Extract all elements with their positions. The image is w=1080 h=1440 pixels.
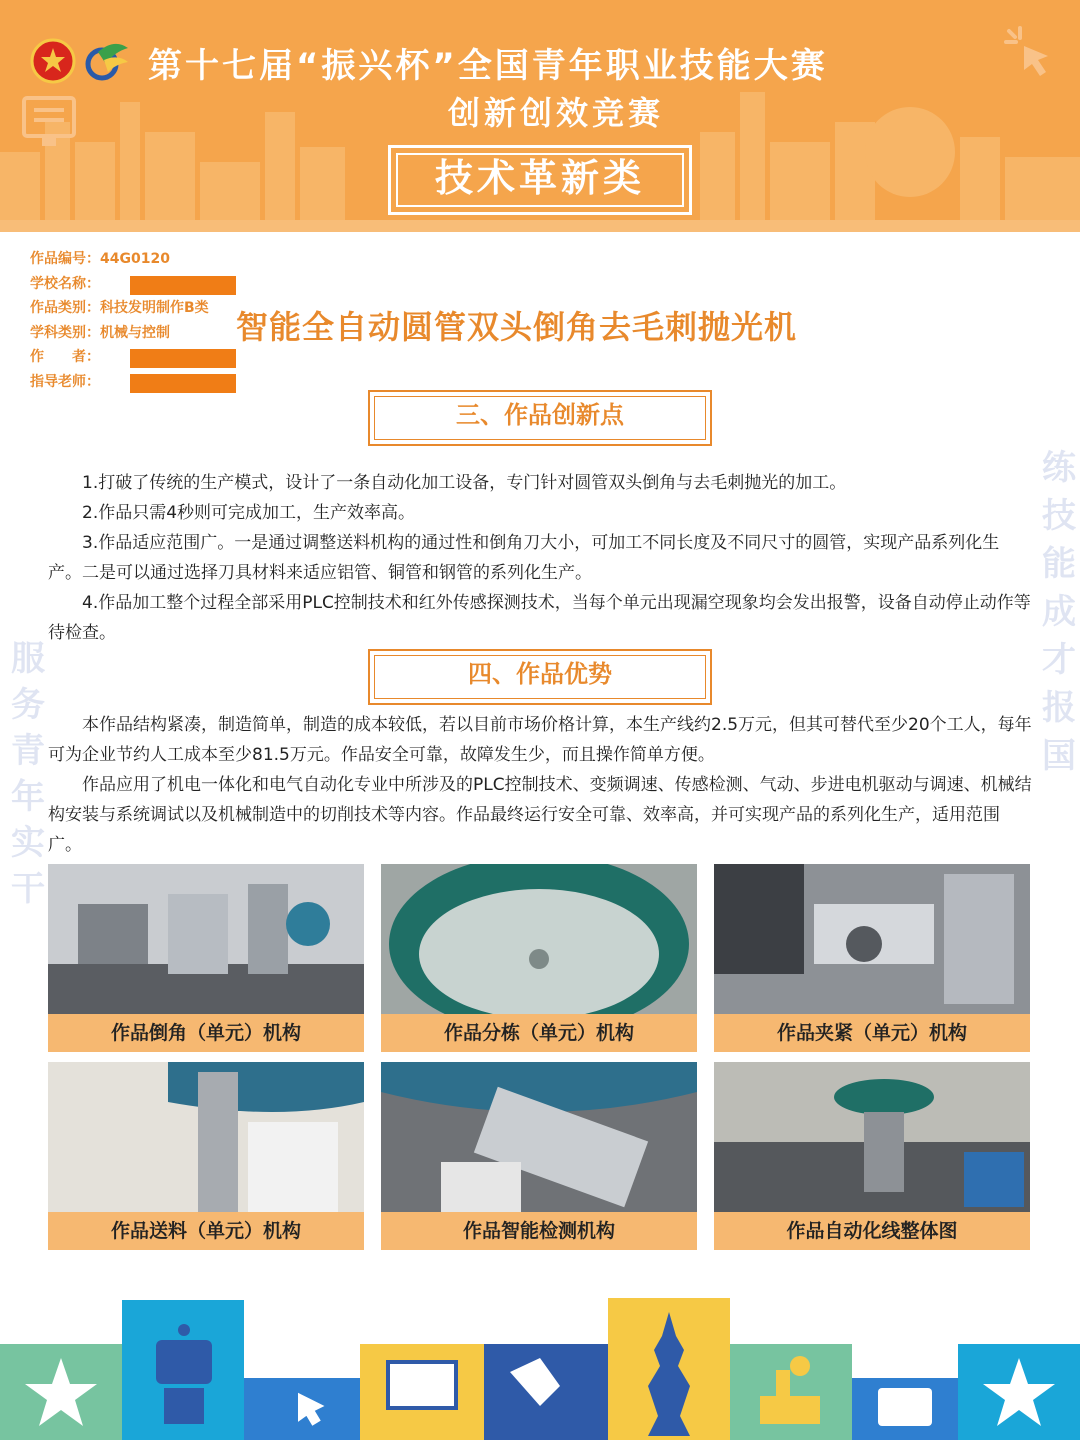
paragraph: 本作品结构紧凑，制造简单，制造的成本较低，若以目前市场价格计算，本生产线约2.5万元，但其可替代至少20个工人，每年可为企业节约人工成本至少81.5万元。作品安全可靠，故障发生少，而且操作简单方便。	[48, 715, 1032, 765]
side-slogan-right: 练技能成才报国	[1042, 448, 1076, 776]
bottom-icon-bar	[0, 1296, 1080, 1440]
machine-photo-placeholder	[381, 864, 697, 1014]
photo-caption: 作品倒角（单元）机构	[48, 1014, 364, 1052]
cursor-click-icon	[1000, 22, 1060, 82]
photo-clamping-unit	[714, 864, 1030, 1052]
author-label: 作 者：	[30, 349, 100, 365]
photo-caption: 作品送料（单元）机构	[48, 1212, 364, 1250]
header-banner	[0, 0, 1080, 232]
photo-sorting-unit	[381, 864, 697, 1052]
paragraph: 3.作品适应范围广。一是通过调整送料机构的通过性和倒角刀大小，可加工不同长度及不同尺寸的圆管，实现产品系列化生产。二是可以通过选择刀具材料来适应铝管、铜管和钢管的系列化生产。	[48, 533, 1000, 583]
photo-detection-unit	[381, 1062, 697, 1250]
redaction-bar	[130, 374, 236, 393]
work-number	[30, 248, 240, 273]
redaction-bar	[130, 276, 236, 295]
work-title: 智能全自动圆管双头倒角去毛刺抛光机	[236, 308, 798, 346]
machine-photo-placeholder	[714, 1062, 1030, 1212]
photo-feeding-unit	[48, 1062, 364, 1250]
section-advantages-header	[368, 649, 712, 705]
section-title: 四、作品优势	[468, 660, 612, 688]
work-number-text: 作品编号：44G0120	[30, 251, 170, 267]
machine-photo-placeholder	[714, 864, 1030, 1014]
photo-caption: 作品夹紧（单元）机构	[714, 1014, 1030, 1052]
subject-category	[30, 322, 240, 347]
skills-competition-logo-icon	[84, 38, 130, 84]
advisor-label: 指导老师：	[30, 373, 100, 390]
section-innovation-header	[368, 390, 712, 446]
redaction-bar	[130, 349, 236, 368]
photo-overall-line	[714, 1062, 1030, 1250]
competition-title: 第十七届“振兴杯”全国青年职业技能大赛	[148, 46, 828, 86]
subject-category-text: 学科类别：机械与控制	[30, 324, 170, 341]
paragraph: 2.作品只需4秒则可完成加工，生产效率高。	[82, 503, 416, 523]
paragraph: 作品应用了机电一体化和电气自动化专业中所涉及的PLC控制技术、变频调速、传感检测、气动、步进电机驱动与调速、机械结构安装与系统调试以及机械制造中的切削技术等内容。作品最终运行安全可靠、效率高，并可实现产品的系列化生产，适用范围广。	[48, 775, 1032, 855]
photo-caption: 作品自动化线整体图	[714, 1212, 1030, 1250]
school-name-label: 学校名称：	[30, 275, 100, 292]
advisor	[30, 371, 240, 396]
work-info-block	[30, 248, 240, 395]
work-category	[30, 297, 240, 322]
category-label: 技术革新类	[434, 156, 645, 200]
machine-photo-placeholder	[381, 1062, 697, 1212]
work-category-text: 作品类别：科技发明制作B类	[30, 300, 209, 316]
innovation-text	[48, 468, 1032, 648]
monitor-icon	[22, 94, 76, 154]
advantages-text	[48, 710, 1032, 860]
section-title: 三、作品创新点	[456, 401, 624, 429]
machine-photo-placeholder	[48, 864, 364, 1014]
paragraph: 1.打破了传统的生产模式，设计了一条自动化加工设备，专门针对圆管双头倒角与去毛刺抛光的加工。	[82, 473, 847, 493]
youth-league-emblem-icon	[30, 38, 76, 84]
photo-caption: 作品智能检测机构	[381, 1212, 697, 1250]
photo-chamfer-unit	[48, 864, 364, 1052]
author	[30, 346, 240, 371]
school-name	[30, 273, 240, 298]
photo-caption: 作品分栋（单元）机构	[381, 1014, 697, 1052]
machine-photo-placeholder	[48, 1062, 364, 1212]
category-frame	[388, 145, 692, 215]
competition-subtitle: 创新创效竞赛	[447, 94, 664, 132]
paragraph: 4.作品加工整个过程全部采用PLC控制技术和红外传感探测技术，当每个单元出现漏空现象均会发出报警，设备自动停止动作等待检查。	[48, 593, 1031, 643]
side-slogan-left: 服务青年实干	[11, 639, 45, 909]
